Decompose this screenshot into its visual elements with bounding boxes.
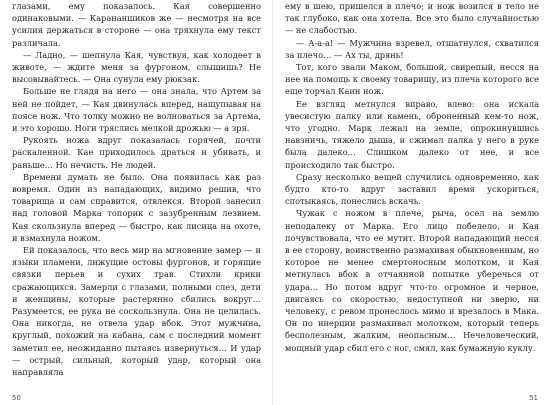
paragraph: Чужак с ножом в плече, рыча, осел на землю неподалеку от Марка. Его лицо побелело, и Кая почувствовала, что ее мутит. Второй нападающий несся в ее сторону, воинственно размахивая обыкновенным, но которое не менее смертоносным молотком, и Кая метнулась вбок в отчаянной попытке уберечься от удара… Но потом вдруг что-то огромное и черное, двигаясь со скоростью, недоступной ни зверю, ни человеку, с ревом пронеслось мимо и врезалось в Мака. Он по инерции размахивал молотком, который теперь бесполезным, жалким, неопасным… Нечеловеческий, мощный удар сбил его с ног, смял, как бумажную куклу.	[285, 208, 539, 353]
page-number: 51	[529, 394, 538, 402]
gutter-divider	[272, 0, 273, 405]
paragraph: Времени думать не было. Она появилась как раз вовремя. Один из нападающих, видимо решив, что товарища и сам справится, отвлекся. Второй занесил над головой Марка топорик с зазубренным лезвием. Кая скользнула вперед — быстро, как лисица на охоте, и взмахнула ножом.	[12, 171, 261, 243]
paragraph: — А-а-а! — Мужчина взревел, отшатнулся, схватился за плечо… — Ах ты, дрянь!	[285, 37, 539, 60]
paragraph: Сразу несколько вещей случились одновременно, как будто кто-то вдруг заставил время ускориться, спотыкаясь, понеслись вскачь.	[285, 171, 539, 207]
paragraph: — Ладно, — шепнула Кая, чувствуя, как холодеет в животе, — ждите меня за фургоном, слышишь? Не высовывайтесь. — Она сунула ему рюкзак.	[12, 49, 261, 85]
paragraph: глазами, ему показалось. Кая совершенно одинаковыми. — Карананшиков же — несмотря на все усилия держаться в стороне — она тряхнула ему текст различала.	[12, 1, 261, 48]
paragraph: Ее взгляд метнулся вправо, влево: она искала увесистую палку или камень, оброненный кем-то нож, что угодно. Марк лежал на земле, опрокинувшись навзничь, тяжело дыша, и сжимал палка у него в руке была далеко… Слишком далеко от нее, и все происходило так быстро.	[285, 98, 539, 170]
right-page	[276, 0, 545, 405]
paragraph: ему в шею, пришелся в плечо; и нож возился в тело не так глубоко, как она хотела. Все это было случайностью — не слабостью.	[285, 1, 539, 36]
paragraph: Рукоять ножа вдруг показалась горячей, почти раскаленной. Кае приходилось драться и убивать, и раньше… Но нечисть. Не людей.	[12, 135, 261, 170]
paragraph: Ей показалось, что весь мир на мгновение замер — и языки пламени, лижущие остовы фургонов, и горящие связки перьев и сухих трав. Стихли крики сражающихся. Замерли с глазами, полными слез, дети и женщины, которые растерянно сбились вокруг… Разумеется, ее рука не соскользнула. Она не целилась. Она никогда, не отвела удар вбок. Этот мужчина, круглый, похожий на кабана, сам с последний момент заметил ее, неожиданно пытаясь извернуться… И удар — острый, сильный, который удар, который она направляла	[12, 245, 261, 378]
page-number: 50	[12, 394, 21, 402]
right-page-text	[285, 0, 539, 354]
left-page-text	[12, 0, 261, 378]
paragraph: Тот, кого звали Маком, большой, свирепый, несся на нее на помощь к своему товарищу, из плеча которого все еще торчал Каин нож.	[285, 62, 539, 97]
left-page	[0, 0, 269, 405]
paragraph: Больше не глядя на него — она знала, что Артем за ней не пойдет, — Кая двинулась вперед, нащупывая на поясе нож. Что толку можно не волноваться за Артема, и это хорошо. Ноги тряслись мелкой дрожью — а зря.	[12, 86, 261, 134]
